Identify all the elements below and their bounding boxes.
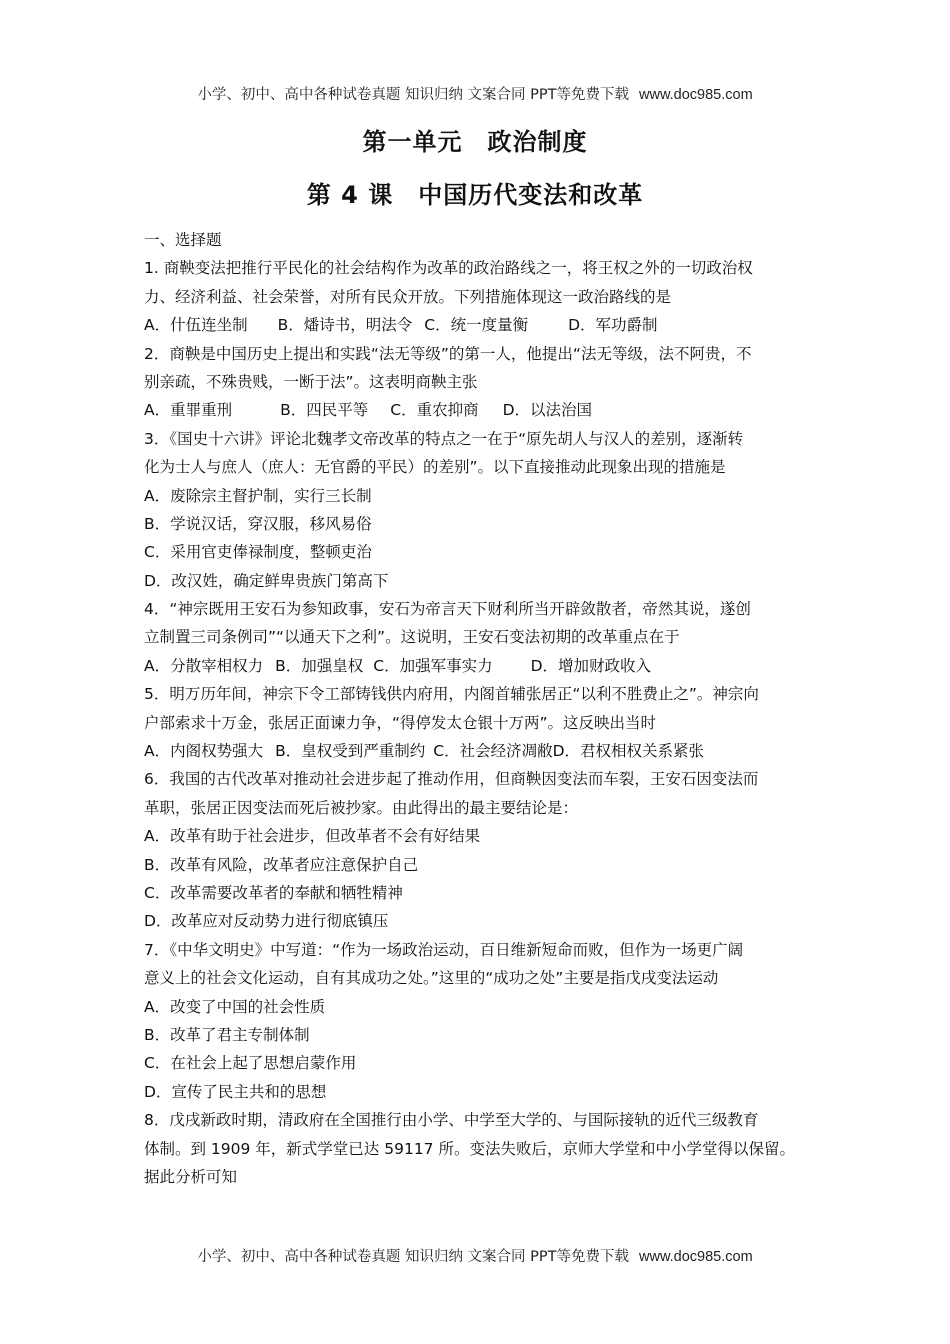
question-8-line-2: 体制。到 1909 年，新式学堂已达 59117 所。变法失败后，京师大学堂和中小学堂得以保留。 <box>144 1139 795 1158</box>
lesson-title: 第 4 课 中国历代变法和改革 <box>306 181 644 209</box>
question-6-line-1: 6．我国的古代改革对推动社会进步起了推动作用，但商鞅因变法而车裂，王安石因变法而 <box>144 770 759 789</box>
option-a: A．改变了中国的社会性质 <box>144 997 326 1016</box>
option-d: D．以法治国 <box>502 401 593 420</box>
question-7-line-1: 7．《中华文明史》中写道：“作为一场政治运动，百日维新短命而败，但作为一场更广阔 <box>144 940 744 959</box>
option-b: B．燔诗书，明法令 <box>277 316 413 335</box>
question-5-options <box>144 737 816 765</box>
question-4-line-1: 4．“神宗既用王安石为参知政事，安石为帝言天下财利所当开辟敛散者，帝然其说，遂创 <box>144 600 751 619</box>
footer-site-link[interactable]: www.doc985.com <box>639 1249 753 1265</box>
header-text: 小学、初中、高中各种试卷真题 知识归纳 文案合同 PPT等免费下载 <box>197 87 630 103</box>
option-c: C．改革需要改革者的奉献和牺牲精神 <box>144 883 403 902</box>
question-6-line-2: 革职，张居正因变法而死后被抄家。由此得出的最主要结论是： <box>144 798 579 817</box>
option-a: A．分散宰相权力 <box>144 656 264 675</box>
option-a: A．废除宗主督护制，实行三长制 <box>144 486 372 505</box>
option-a: A．重罪重刑 <box>144 401 233 420</box>
option-c: C．重农抑商 <box>390 401 479 420</box>
option-c: C．在社会上起了思想启蒙作用 <box>144 1054 357 1073</box>
question-1-options <box>144 311 816 339</box>
question-1-line-1: 1. 商鞅变法把推行平民化的社会结构作为改革的政治路线之一，将王权之外的一切政治权 <box>144 259 753 278</box>
question-3-line-1: 3．《国史十六讲》评论北魏孝文帝改革的特点之一在于“原先胡人与汉人的差别，逐渐转 <box>144 429 744 448</box>
header-site-link[interactable]: www.doc985.com <box>639 87 753 103</box>
option-b: B．改革有风险，改革者应注意保护自己 <box>144 855 419 874</box>
question-2-line-1: 2．商鞅是中国历史上提出和实践“法无等级”的第一人，他提出“法无等级，法不阿贵，不 <box>144 344 752 363</box>
option-b: B．皇权受到严重制约 <box>275 742 426 761</box>
question-content <box>144 226 816 1191</box>
option-d: D．军功爵制 <box>568 316 658 335</box>
question-1-line-2: 力、经济利益、社会荣誉，对所有民众开放。下列措施体现这一政治路线的是 <box>144 287 672 306</box>
question-2-options <box>144 396 816 424</box>
page-footer <box>0 1245 950 1266</box>
option-d: D．改革应对反动势力进行彻底镇压 <box>144 912 389 931</box>
option-b: B．加强皇权 <box>275 656 364 675</box>
option-c: C．社会经济凋敝 <box>433 742 553 761</box>
question-4-options <box>144 652 816 680</box>
option-b: B．学说汉话，穿汉服，移风易俗 <box>144 514 372 533</box>
option-d: D．宣传了民主共和的思想 <box>144 1082 327 1101</box>
question-2-line-2: 别亲疏，不殊贵贱，一断于法”。这表明商鞅主张 <box>144 372 478 391</box>
question-8-line-1: 8．戊戌新政时期，清政府在全国推行由小学、中学至大学的、与国际接轨的近代三级教育 <box>144 1111 759 1130</box>
option-a: A．什伍连坐制 <box>144 316 248 335</box>
option-d: D．增加财政收入 <box>530 656 652 675</box>
question-3-line-2: 化为士人与庶人（庶人：无官爵的平民）的差别”。以下直接推动此现象出现的措施是 <box>144 458 726 477</box>
option-d: D．君权相权关系紧张 <box>552 742 705 761</box>
page-header <box>0 83 950 104</box>
unit-title: 第一单元 政治制度 <box>362 128 588 156</box>
footer-text: 小学、初中、高中各种试卷真题 知识归纳 文案合同 PPT等免费下载 <box>197 1249 630 1265</box>
option-c: C．采用官吏俸禄制度，整顿吏治 <box>144 543 372 562</box>
option-a: A．改革有助于社会进步，但改革者不会有好结果 <box>144 827 481 846</box>
option-c: C．统一度量衡 <box>424 316 529 335</box>
question-5-line-1: 5．明万历年间，神宗下令工部铸钱供内府用，内阁首辅张居正“以利不胜费止之”。神宗向 <box>144 685 759 704</box>
question-4-line-2: 立制置三司条例司”“以通天下之利”。这说明，王安石变法初期的改革重点在于 <box>144 628 680 647</box>
option-c: C．加强军事实力 <box>373 656 493 675</box>
option-d: D．改汉姓，确定鲜卑贵族门第高下 <box>144 571 389 590</box>
option-a: A．内阁权势强大 <box>144 742 264 761</box>
question-8-line-3: 据此分析可知 <box>144 1167 238 1186</box>
option-b: B．改革了君主专制体制 <box>144 1025 310 1044</box>
question-5-line-2: 户部索求十万金，张居正面谏力争，“得停发太仓银十万两”。这反映出当时 <box>144 713 657 732</box>
option-b: B．四民平等 <box>280 401 369 420</box>
section-heading: 一、选择题 <box>144 231 222 249</box>
question-7-line-2: 意义上的社会文化运动，自有其成功之处。”这里的“成功之处”主要是指戊戌变法运动 <box>144 969 719 988</box>
